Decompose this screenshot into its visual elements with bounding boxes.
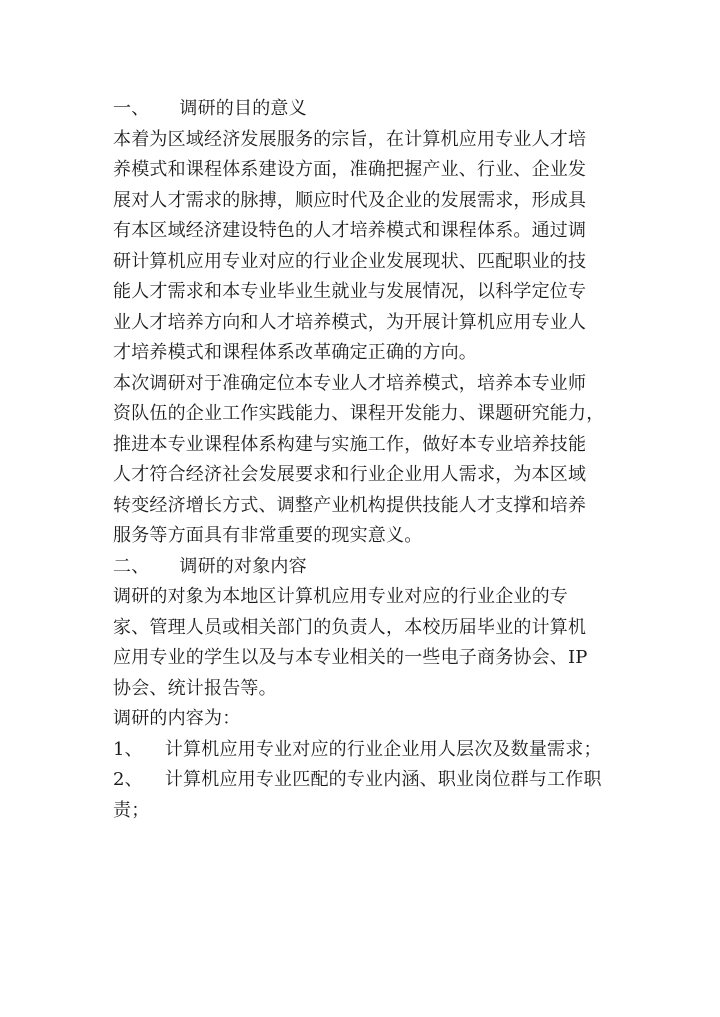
document-body [113,94,613,826]
paragraph-line: 服务等方面具有非常重要的现实意义。 [113,525,423,546]
paragraph-line: 推进本专业课程体系构建与实施工作，做好本专业培养技能 [113,433,587,455]
list-item-2 [113,765,613,826]
section-number: 一、 [113,98,150,119]
paragraph-line: 本着为区域经济发展服务的宗旨，在计算机应用专业人才培 [113,128,587,150]
section-heading-1 [113,94,613,125]
paragraph-line: 人才符合经济社会发展要求和行业企业用人需求，为本区域 [113,464,587,485]
paragraph-significance [113,369,613,552]
list-item-text-continued: 责； [113,799,150,821]
section-heading-2 [113,552,613,583]
list-item-number: 2、 [113,769,143,790]
paragraph-line: 有本区域经济建设特色的人才培养模式和课程体系。通过调 [113,220,587,241]
paragraph-line: 转变经济增长方式、调整产业机构提供技能人才支撑和培养 [113,494,587,516]
paragraph-line: 才培养模式和课程体系改革确定正确的方向。 [113,342,477,363]
paragraph-line: 家、管理人员或相关部门的负责人，本校历届毕业的计算机 [113,616,587,638]
paragraph-line: 应用专业的学生以及与本专业相关的一些电子商务协会、IP [113,647,588,668]
paragraph-line: 展对人才需求的脉搏，顺应时代及企业的发展需求，形成具 [113,189,587,211]
paragraph-contents-intro: 调研的内容为： [113,708,241,729]
paragraph-line: 业人才培养方向和人才培养模式，为开展计算机应用专业人 [113,311,587,333]
section-number: 二、 [113,555,150,577]
paragraph-subjects [113,582,613,704]
list-item-text: 计算机应用专业对应的行业企业用人层次及数量需求； [164,738,602,760]
section-title: 调研的对象内容 [179,555,307,577]
list-item-number: 1、 [113,738,143,760]
paragraph-line: 资队伍的企业工作实践能力、课程开发能力、课题研究能力， [113,403,605,424]
paragraph-purpose [113,125,613,369]
paragraph-line: 调研的对象为本地区计算机应用专业对应的行业企业的专 [113,586,568,607]
list-item-text: 计算机应用专业匹配的专业内涵、职业岗位群与工作职 [164,769,602,790]
list-item-1 [113,735,613,766]
paragraph-line: 协会、统计报告等。 [113,677,277,699]
paragraph-line: 研计算机应用专业对应的行业企业发展现状、匹配职业的技 [113,250,587,272]
paragraph-line: 养模式和课程体系建设方面，准确把握产业、行业、企业发 [113,159,587,180]
paragraph-line: 能人才需求和本专业毕业生就业与发展情况，以科学定位专 [113,281,587,302]
paragraph-line: 本次调研对于准确定位本专业人才培养模式，培养本专业师 [113,372,587,394]
section-title: 调研的目的意义 [179,98,307,119]
